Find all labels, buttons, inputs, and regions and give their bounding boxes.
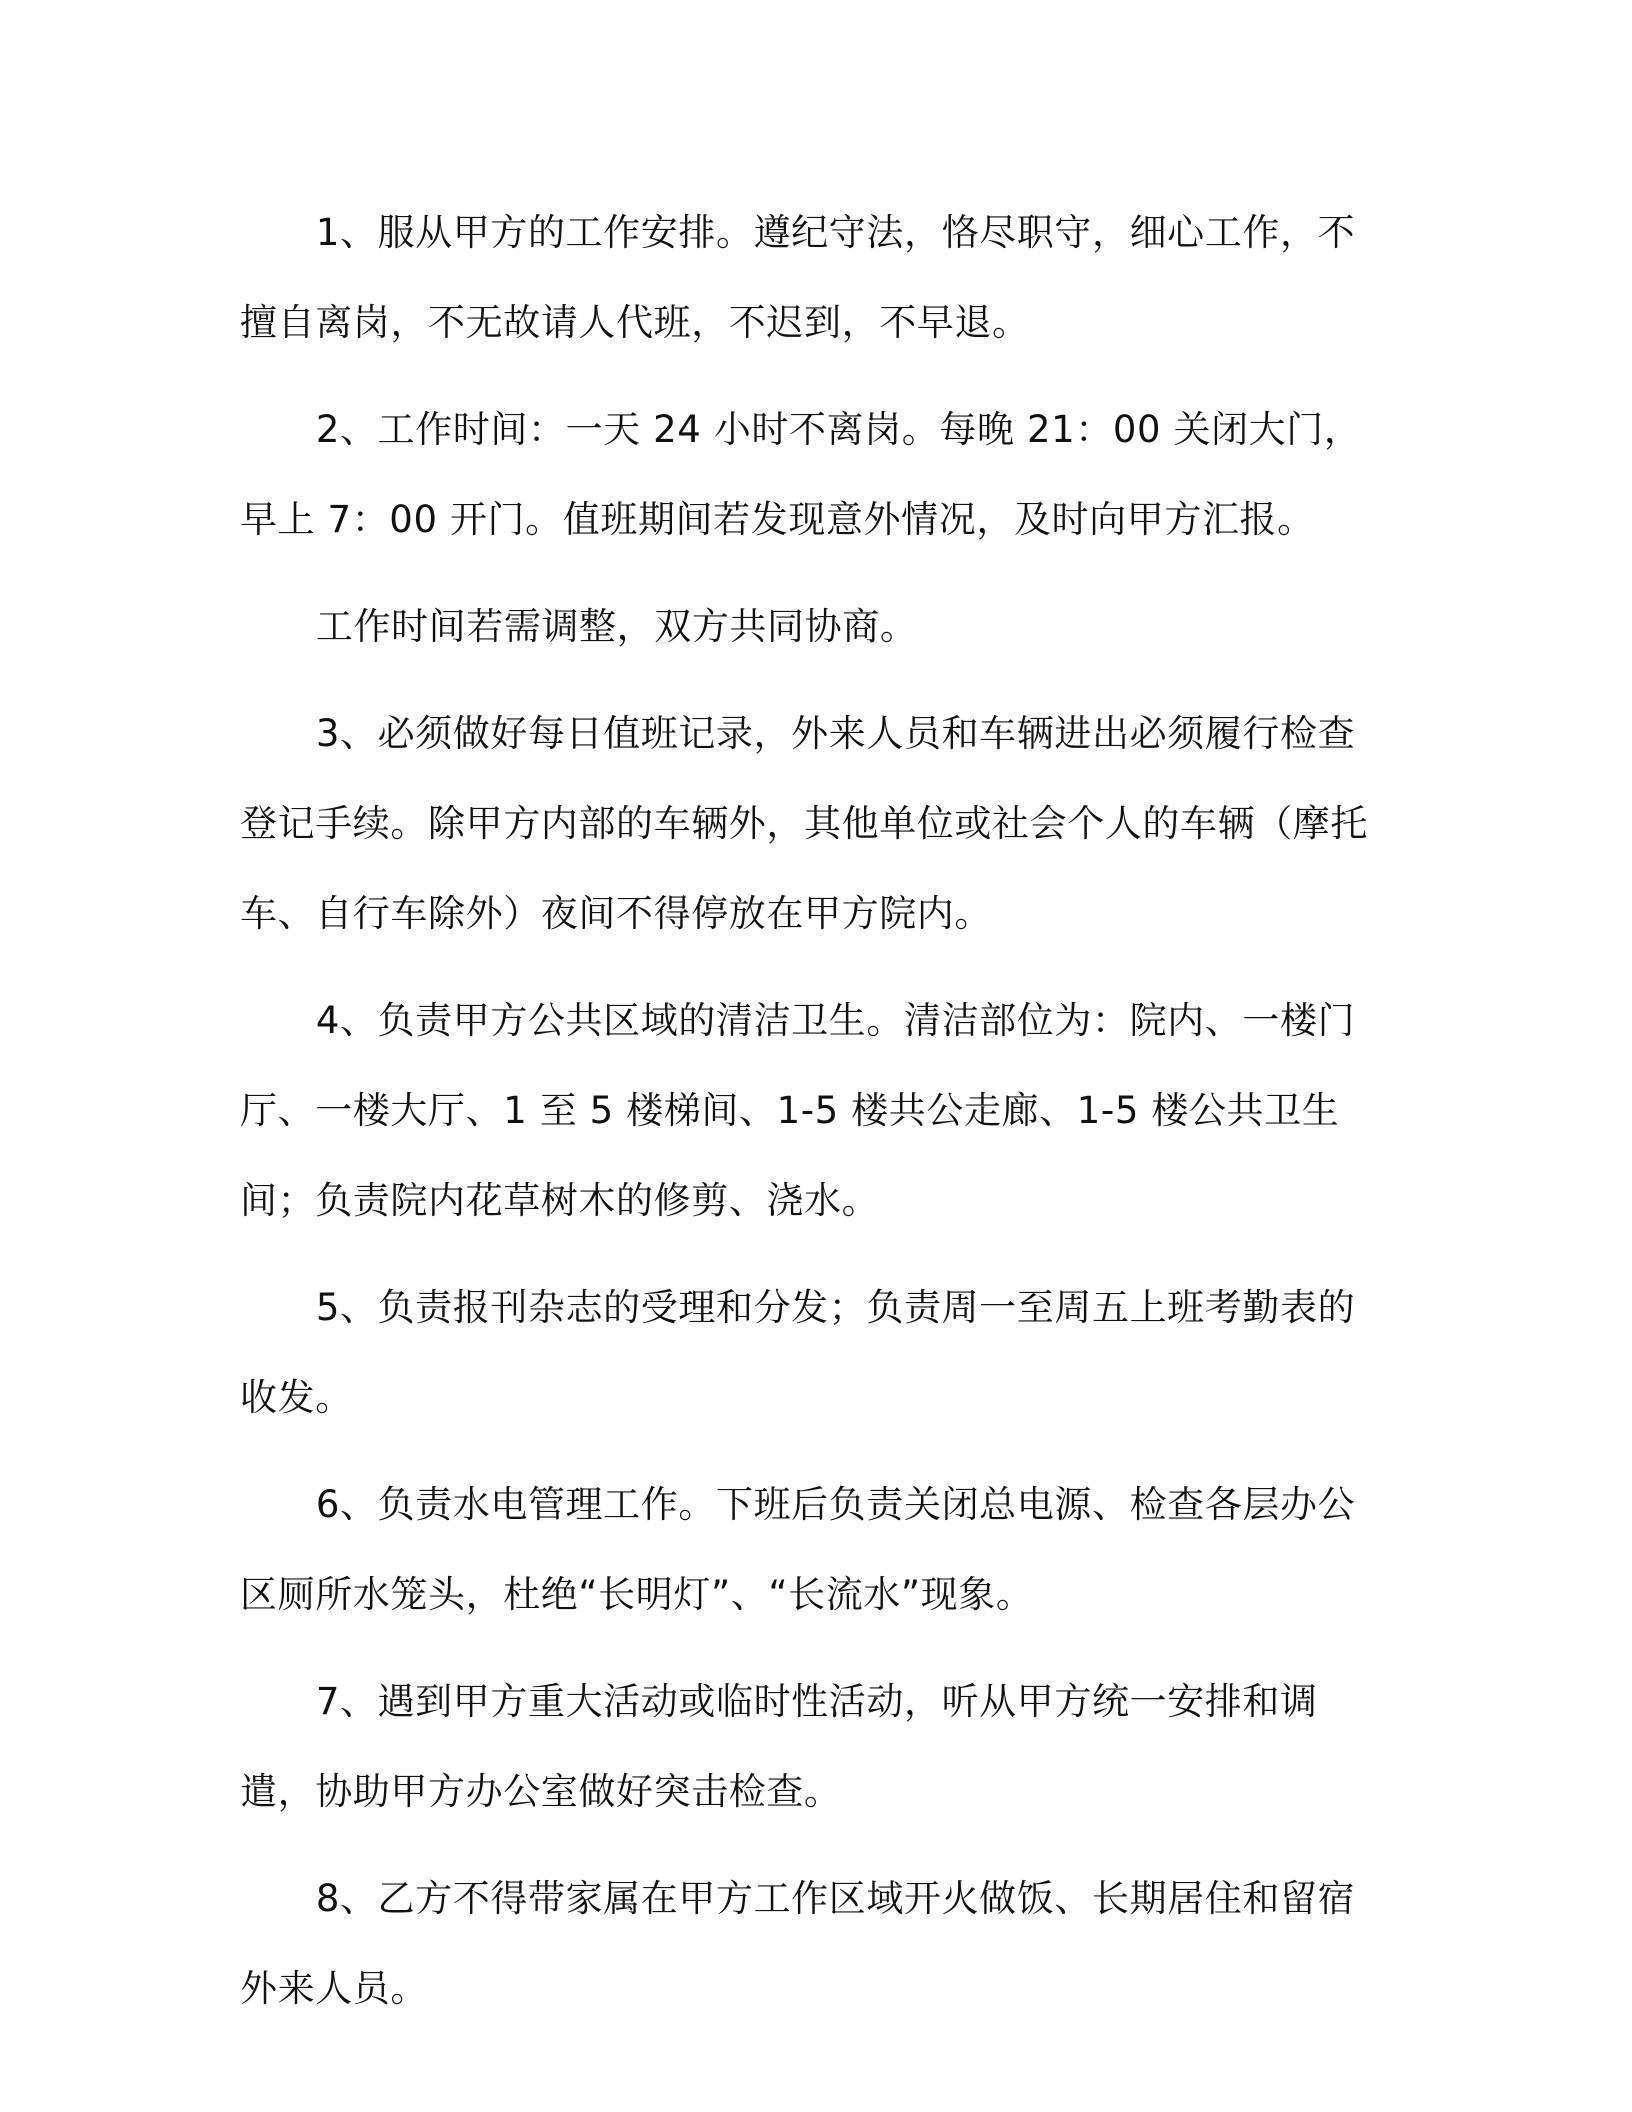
document-body [240, 188, 1392, 2034]
clause-1: 1、服从甲方的工作安排。遵纪守法，恪尽职守，细心工作，不擅自离岗，不无故请人代班，不迟到，不早退。 [240, 211, 1356, 344]
clause-8: 8、乙方不得带家属在甲方工作区域开火做饭、长期居住和留宿外来人员。 [240, 1877, 1356, 2010]
clause-5: 5、负责报刊杂志的受理和分发；负责周一至周五上班考勤表的收发。 [240, 1286, 1356, 1419]
clause-6: 6、负责水电管理工作。下班后负责关闭总电源、检查各层办公区厕所水笼头，杜绝“长明灯”、“长流水”现象。 [240, 1483, 1356, 1616]
clause-2: 2、工作时间：一天 24 小时不离岗。每晚 21：00 关闭大门，早上 7：00 开门。值班期间若发现意外情况，及时向甲方汇报。 [240, 408, 1362, 541]
clause-2-note: 工作时间若需调整，双方共同协商。 [315, 605, 918, 648]
clause-7: 7、遇到甲方重大活动或临时性活动，听从甲方统一安排和调遣，协助甲方办公室做好突击检查。 [240, 1680, 1318, 1813]
clause-4: 4、负责甲方公共区域的清洁卫生。清洁部位为：院内、一楼门厅、一楼大厅、1 至 5 楼梯间、1-5 楼共公走廊、1-5 楼公共卫生间；负责院内花草树木的修剪、浇水。 [240, 999, 1356, 1222]
clause-3: 3、必须做好每日值班记录，外来人员和车辆进出必须履行检查登记手续。除甲方内部的车辆外，其他单位或社会个人的车辆（摩托车、自行车除外）夜间不得停放在甲方院内。 [240, 712, 1368, 935]
